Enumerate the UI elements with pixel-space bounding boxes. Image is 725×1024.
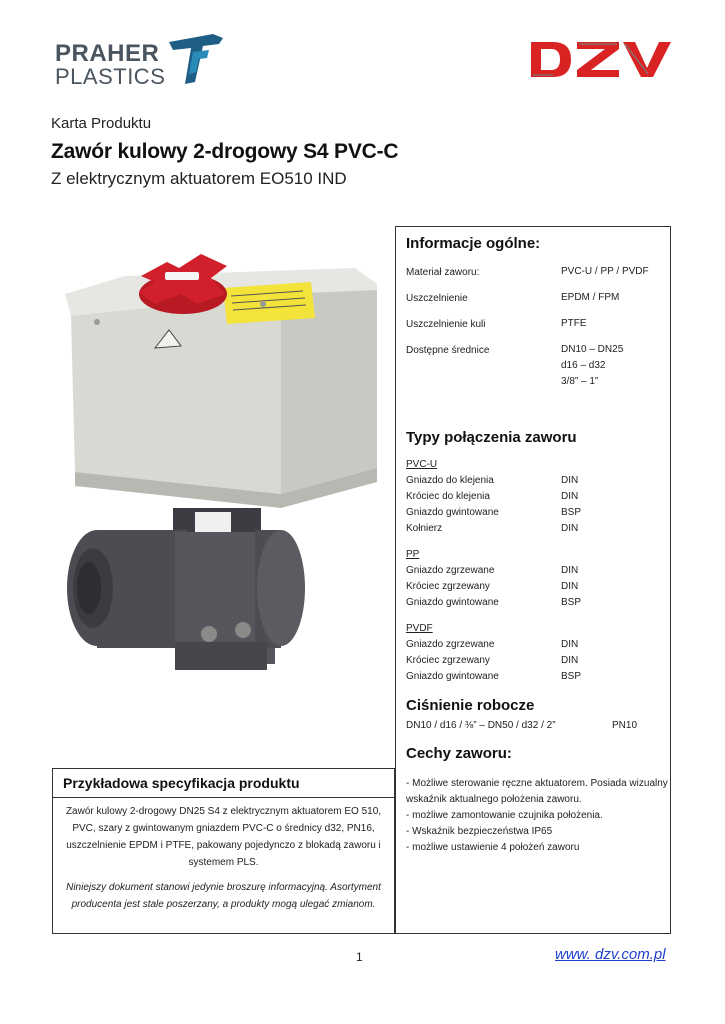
material-label: Materiał zaworu: bbox=[406, 267, 480, 278]
pressure-range: DN10 / d16 / ⅜” – DN50 / d32 / 2” bbox=[406, 720, 556, 731]
group-head-pp: PP bbox=[406, 549, 420, 560]
connection-label: Króciec zgrzewany bbox=[406, 581, 490, 592]
ball-seal-value: PTFE bbox=[561, 318, 587, 329]
connection-label: Kołnierz bbox=[406, 523, 443, 534]
diameters-value-2: d16 – d32 bbox=[561, 360, 606, 371]
diameters-value-1: DN10 – DN25 bbox=[561, 344, 624, 355]
group-head-pvcu: PVC-U bbox=[406, 459, 438, 470]
pressure-value: PN10 bbox=[612, 720, 638, 731]
connection-standard: BSP bbox=[561, 507, 582, 518]
material-value: PVC-U / PP / PVDF bbox=[561, 266, 649, 277]
product-info-panel bbox=[395, 226, 671, 934]
connection-standard: DIN bbox=[561, 639, 579, 650]
list-item bbox=[406, 655, 666, 671]
praher-logo-word-1: PRAHER bbox=[55, 40, 160, 67]
connections-title: Typy połączenia zaworu bbox=[406, 429, 577, 446]
feature-item: - Wskaźnik bezpieczeństwa IP65 bbox=[406, 826, 553, 837]
feature-item: - możliwe zamontowanie czujnika położenia. bbox=[406, 810, 603, 821]
group-head-pvdf: PVDF bbox=[406, 623, 433, 634]
general-info-title: Informacje ogólne: bbox=[406, 235, 541, 252]
spec-title: Przykładowa specyfikacja produktu bbox=[63, 775, 300, 791]
website-link[interactable]: www. dzv.com.pl bbox=[555, 946, 666, 963]
connection-standard: DIN bbox=[561, 565, 579, 576]
list-item bbox=[406, 507, 666, 523]
spec-divider bbox=[53, 797, 394, 798]
list-item bbox=[406, 581, 666, 597]
praher-symbol-icon bbox=[163, 28, 225, 88]
feature-item: - Możliwe sterowanie ręczne aktuatorem. Posiada wizualny wskaźnik aktualnego położenia zaworu. bbox=[406, 778, 668, 805]
pressure-title: Ciśnienie robocze bbox=[406, 697, 535, 714]
diameters-value-3: 3/8” – 1” bbox=[561, 376, 599, 387]
spec-text: Zawór kulowy 2-drogowy DN25 S4 z elektrycznym aktuatorem EO 510, PVC, szary z gwintowanym gniazdem PVC-C o średnicy d32, PN16, uszczelnienie EPDM i PTFE, pakowany pojedynczo z blokadą zaworu i systemem PLS. bbox=[65, 806, 382, 868]
list-item bbox=[406, 491, 666, 507]
list-item bbox=[406, 639, 666, 655]
list-item bbox=[406, 565, 666, 581]
pressure-row bbox=[406, 720, 666, 736]
page-number: 1 bbox=[356, 950, 363, 964]
connection-label: Gniazdo zgrzewane bbox=[406, 639, 495, 650]
spec-box bbox=[52, 768, 395, 934]
list-item bbox=[406, 523, 666, 539]
disclaimer-note: Niniejszy dokument stanowi jedynie broszurę informacyjną. Asortyment producenta jest stale poszerzany, a produkty mogą ulegać zmianom. bbox=[66, 882, 381, 910]
connection-label: Gniazdo gwintowane bbox=[406, 507, 499, 518]
connection-label: Gniazdo zgrzewane bbox=[406, 565, 495, 576]
connection-label: Gniazdo do klejenia bbox=[406, 475, 494, 486]
seal-label: Uszczelnienie bbox=[406, 293, 468, 304]
seal-value: EPDM / FPM bbox=[561, 292, 620, 303]
product-photo bbox=[55, 232, 390, 682]
connection-standard: DIN bbox=[561, 523, 579, 534]
panel-bottom-border bbox=[395, 933, 671, 934]
document-title: Zawór kulowy 2-drogowy S4 PVC-C bbox=[51, 140, 399, 163]
feature-item: - możliwe ustawienie 4 położeń zaworu bbox=[406, 842, 580, 853]
connection-label: Gniazdo gwintowane bbox=[406, 597, 499, 608]
diameters-label: Dostępne średnice bbox=[406, 345, 490, 356]
connection-standard: DIN bbox=[561, 475, 579, 486]
praher-plastics-logo bbox=[55, 26, 230, 92]
connection-standard: DIN bbox=[561, 581, 579, 592]
list-item bbox=[406, 597, 666, 613]
connection-standard: DIN bbox=[561, 655, 579, 666]
connection-label: Króciec zgrzewany bbox=[406, 655, 490, 666]
document-subtitle: Z elektrycznym aktuatorem EO510 IND bbox=[51, 169, 347, 188]
connection-standard: DIN bbox=[561, 491, 579, 502]
connection-label: Króciec do klejenia bbox=[406, 491, 490, 502]
connection-standard: BSP bbox=[561, 671, 582, 682]
document-kind: Karta Produktu bbox=[51, 115, 152, 132]
list-item bbox=[406, 475, 666, 491]
connection-standard: BSP bbox=[561, 597, 582, 608]
connection-label: Gniazdo gwintowane bbox=[406, 671, 499, 682]
features-title: Cechy zaworu: bbox=[406, 745, 512, 762]
praher-logo-word-2: PLASTICS bbox=[55, 64, 166, 89]
list-item bbox=[406, 671, 666, 687]
dzv-logo bbox=[527, 36, 673, 83]
ball-seal-label: Uszczelnienie kuli bbox=[406, 319, 486, 330]
